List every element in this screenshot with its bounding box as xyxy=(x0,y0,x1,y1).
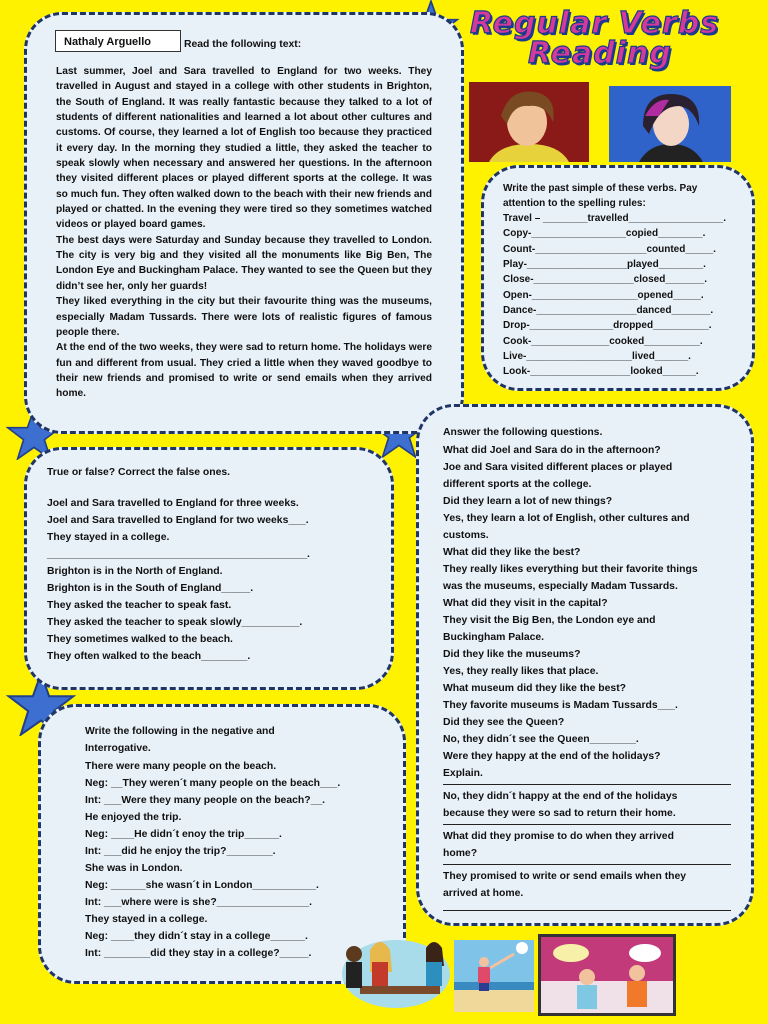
true-false-line: Brighton is in the North of England. xyxy=(47,566,223,577)
question-line: because they were so sad to return their home. xyxy=(443,808,676,819)
question-line: Did they learn a lot of new things? xyxy=(443,496,613,507)
verb-item: Live-___________________lived______. xyxy=(503,351,691,363)
verb-item: Dance-__________________danced_______. xyxy=(503,305,714,317)
question-line: Yes, they really likes that place. xyxy=(443,666,599,677)
negative-list xyxy=(85,758,340,962)
question-line: No, they didn´t see the Queen________. xyxy=(443,734,639,745)
verbs-instruction: Write the past simple of these verbs. Pay xyxy=(503,183,698,194)
verb-item: Play-__________________played________. xyxy=(503,259,706,271)
verb-item: Drop-_______________dropped__________. xyxy=(503,320,712,332)
beach-volleyball-image xyxy=(454,940,534,1012)
question-line: They favorite museums is Madam Tussards___. xyxy=(443,700,678,711)
reading-paragraph: Last summer, Joel and Sara travelled to England for two weeks. They travelled in August and stayed in a college with other students in Brighton, the South of England. It was really fantastic because they talked to a lot of students of different nationalities and learned a lot about other cultures and customs. Of course, they learned a lot of English too because they practiced it every day. In the morning they studied a little, they asked the teacher to speak slowly when necessary and answered her questions. In the afternoon they visited different places or played different sports at the college. It was so much fun. They often walked down to the beach with their new friends and played or chatted. In the evening they were tired so they sometimes watched videos or played board games. xyxy=(56,66,432,231)
true-false-line: They asked the teacher to speak slowly__________. xyxy=(47,617,303,628)
friends-table-image xyxy=(340,926,452,1012)
true-false-line: They sometimes walked to the beach. xyxy=(47,634,233,645)
answer-rule xyxy=(443,864,731,865)
question-line: Buckingham Palace. xyxy=(443,632,545,643)
negative-line: Neg: ____they didn´t stay in a college______. xyxy=(85,931,308,942)
student-name: Nathaly Arguello xyxy=(55,30,181,52)
girl-character-image xyxy=(609,86,731,162)
questions-list xyxy=(443,442,731,914)
verb-item: Count-____________________counted_____. xyxy=(503,243,716,255)
question-line: Were they happy at the end of the holidays? xyxy=(443,751,661,762)
verb-item: Travel – ________travelled_________________. xyxy=(503,213,726,224)
true-false-line: They stayed in a college. xyxy=(47,532,170,543)
true-false-line: _____________________________________________. xyxy=(47,549,310,560)
question-line: Yes, they learn a lot of English, other cultures and xyxy=(443,513,690,524)
verb-item: Copy-_________________copied________. xyxy=(503,228,706,240)
verbs-instruction: attention to the spelling rules: xyxy=(503,198,646,209)
negative-line: Int: ________did they stay in a college?_____. xyxy=(85,948,312,959)
question-line: Did they see the Queen? xyxy=(443,717,565,728)
pillow-fight-image xyxy=(538,934,676,1016)
negative-line: She was in London. xyxy=(85,863,183,874)
negative-line: Neg: __They weren´t many people on the beach___. xyxy=(85,778,341,789)
reading-paragraph: The best days were Saturday and Sunday because they travelled to London. The city is very big and they visited all the monuments like Big Ben, The London Eye and Buckingham Palace. They wanted to see the Queen but they didn’t see her, only her guards! xyxy=(56,234,432,292)
verb-item: Close-__________________closed_______. xyxy=(503,274,708,286)
negative-line: Neg: ____He didn´t enoy the trip______. xyxy=(85,829,282,840)
question-line: Joe and Sara visited different places or played xyxy=(443,462,673,473)
negative-line: There were many people on the beach. xyxy=(85,761,277,772)
boy-character-image xyxy=(469,82,589,162)
true-false-line: Brighton is in the South of England_____. xyxy=(47,583,254,594)
verb-item: Open-___________________opened_____. xyxy=(503,289,704,301)
true-false-line: Joel and Sara travelled to England for three weeks. xyxy=(47,498,299,509)
verb-item: Cook-______________cooked__________. xyxy=(503,335,703,347)
verbs-list xyxy=(503,211,726,380)
negative-title: Interrogative. xyxy=(85,743,151,754)
negative-line: They stayed in a college. xyxy=(85,914,208,925)
question-line: What did they like the best? xyxy=(443,547,581,558)
negative-line: Neg: ______she wasn´t in London___________. xyxy=(85,880,319,891)
question-line: different sports at the college. xyxy=(443,479,592,490)
true-false-line: Joel and Sara travelled to England for two weeks___. xyxy=(47,515,309,526)
negative-line: He enjoyed the trip. xyxy=(85,812,182,823)
question-line: What did Joel and Sara do in the afternoon? xyxy=(443,445,661,456)
worksheet-title: Regular Verbs xyxy=(470,6,720,41)
question-line: What did they visit in the capital? xyxy=(443,598,608,609)
question-line: customs. xyxy=(443,530,489,541)
question-line: They visit the Big Ben, the London eye and xyxy=(443,615,656,626)
negative-line: Int: ___where were is she?________________. xyxy=(85,897,313,908)
true-false-line: They often walked to the beach________. xyxy=(47,651,251,662)
question-line: was the museums, especially Madam Tussards. xyxy=(443,581,678,592)
reading-paragraph: They liked everything in the city but their favourite thing was the museums, especially Madam Tussards. There were lots of realistic figures of famous people there. xyxy=(56,296,432,338)
reading-instruction: Read the following text: xyxy=(184,39,302,50)
negative-title: Write the following in the negative and xyxy=(85,726,275,737)
question-line: arrived at home. xyxy=(443,888,524,899)
true-false-list xyxy=(47,495,310,665)
answer-rule xyxy=(443,910,731,911)
worksheet-title-second: Reading xyxy=(528,36,672,71)
question-line: Did they like the museums? xyxy=(443,649,581,660)
answer-rule xyxy=(443,784,731,785)
question-line: What did they promise to do when they arrived xyxy=(443,831,674,842)
question-line: What museum did they like the best? xyxy=(443,683,627,694)
reading-text xyxy=(56,64,432,402)
question-line: No, they didn´t happy at the end of the holidays xyxy=(443,791,678,802)
question-line: They really likes everything but their favorite things xyxy=(443,564,698,575)
question-line: They promised to write or send emails when they xyxy=(443,871,687,882)
answer-rule xyxy=(443,824,731,825)
true-false-line: They asked the teacher to speak fast. xyxy=(47,600,232,611)
reading-paragraph: At the end of the two weeks, they were sad to return home. The holidays were fun and different from usual. They cried a little when they waved goodbye to their new friends and promised to write or send emails when they arrived home. xyxy=(56,342,432,400)
negative-line: Int: ___did he enjoy the trip?________. xyxy=(85,846,276,857)
true-false-title: True or false? Correct the false ones. xyxy=(47,467,231,478)
questions-title: Answer the following questions. xyxy=(443,427,603,438)
negative-line: Int: ___Were they many people on the beach?__. xyxy=(85,795,326,806)
question-line: Explain. xyxy=(443,768,483,779)
verb-item: Look-__________________looked______. xyxy=(503,366,699,378)
question-line: home? xyxy=(443,848,478,859)
